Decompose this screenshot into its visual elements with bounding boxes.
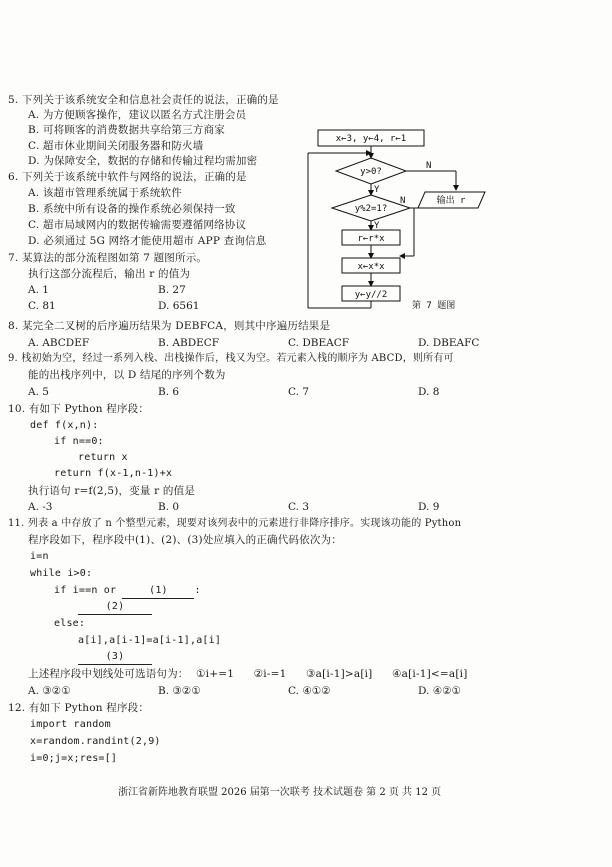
page-footer: 浙江省新阵地教育联盟 2026 届第一次联考 技术试题卷 第 2 页 共 12 页 <box>118 787 442 798</box>
q10-code-line: return f(x-1,n-1)+x <box>54 468 173 479</box>
q11-code-line: else: <box>54 618 86 629</box>
q8-stem: 8. 某完全二叉树的后序遍历结果为 DEBFCA，则其中序遍历结果是 <box>8 320 331 332</box>
flow-step3-text: y←y//2 <box>354 290 388 300</box>
q5-stem: 5. 下列关于该系统安全和信息社会责任的说法，正确的是 <box>8 94 279 106</box>
q7-option-b: B. 27 <box>158 284 186 296</box>
q10-option-c: C. 3 <box>288 501 310 513</box>
flow-cond2-no: N <box>400 196 406 206</box>
q8-option-c: C. DBEACF <box>288 337 350 349</box>
q6-option-c: C. 超市局域网内的数据传输需要遵循网络协议 <box>28 219 247 231</box>
q11-code-line: a[i],a[i-1]=a[i-1],a[i] <box>78 635 222 646</box>
q6-stem: 6. 下列关于该系统中软件与网络的说法，正确的是 <box>8 171 247 183</box>
q10-line2: 执行语句 r=f(2,5)，变量 r 的值是 <box>28 485 196 497</box>
flow-caption: 第 7 题图 <box>412 301 456 311</box>
q11-stem: 11. 列表 a 中存放了 n 个整型元素，现要对该列表中的元素进行非降序排序。实现该功能的 Python <box>8 518 462 529</box>
flow-cond2-text: y%2=1? <box>354 204 388 214</box>
q11-blank-3: (3) <box>78 650 152 665</box>
flow-step2-text: x←x*x <box>357 262 385 272</box>
flow-output-text: 输出 r <box>436 196 466 206</box>
q9-line2: 能的出栈序列中，以 D 结尾的序列个数为 <box>28 369 226 381</box>
q10-option-d: D. 9 <box>418 501 440 513</box>
q8-option-d: D. DBEAFC <box>418 337 480 349</box>
q9-stem: 9. 栈初始为空，经过一系列入栈、出栈操作后，栈又为空。若元素入栈的顺序为 ABCD，则所有可 <box>8 353 454 364</box>
q7-option-a: A. 1 <box>28 284 49 296</box>
q11-line2: 程序段如下，程序段中(1)、(2)、(3)处应填入的正确代码依次为： <box>28 534 342 546</box>
q11-option-c: C. ④①② <box>288 685 331 697</box>
q11-choice: ①i+=1 <box>196 668 235 680</box>
q11-choice: ③a[i-1]>a[i] <box>306 668 373 680</box>
flow-cond2-yes: Y <box>374 221 380 231</box>
q6-option-a: A. 该超市管理系统属于系统软件 <box>28 187 182 199</box>
q12-code-line: x=random.randint(2,9) <box>30 736 161 747</box>
q11-line3 <box>28 667 468 681</box>
q5-option-d: D. 为保障安全，数据的存储和传输过程均需加密 <box>28 155 258 167</box>
q9-option-d: D. 8 <box>418 386 440 398</box>
q11-choice: ④a[i-1]<=a[i] <box>392 668 468 680</box>
q11-option-b: B. ③②① <box>158 685 201 697</box>
q11-code-line: i=n <box>30 551 49 562</box>
flowchart-figure <box>300 118 600 318</box>
q9-option-b: B. 6 <box>158 386 180 398</box>
q7-stem: 7. 某算法的部分流程图如第 7 题图所示。 <box>8 252 208 264</box>
q11-blank-1: (1) <box>122 584 194 599</box>
q12-code-line: import random <box>30 719 111 730</box>
q6-option-b: B. 系统中所有设备的操作系统必须保持一致 <box>28 203 236 215</box>
q10-option-b: B. 0 <box>158 501 180 513</box>
q6-option-d: D. 必须通过 5G 网络才能使用超市 APP 查询信息 <box>28 235 267 247</box>
q11-option-d: D. ④②① <box>418 685 461 697</box>
q5-option-a: A. 为方便顾客操作，建议以匿名方式注册会员 <box>28 109 247 121</box>
q8-option-a: A. ABCDEF <box>28 337 90 349</box>
q8-option-b: B. ABDECF <box>158 337 220 349</box>
q7-option-d: D. 6561 <box>158 300 200 312</box>
q11-code-line <box>78 600 152 615</box>
flow-step1-text: r←r*x <box>357 234 385 244</box>
q11-code-line: while i>0: <box>30 568 93 579</box>
q5-option-c: C. 超市休业期间关闭服务器和防火墙 <box>28 140 204 152</box>
flow-cond1-yes: Y <box>374 185 380 195</box>
q11-code-line: if i==n or (1) : <box>54 584 201 599</box>
q11-choice: ②i-=1 <box>253 668 287 680</box>
q11-blank-2: (2) <box>78 600 152 615</box>
q7-option-c: C. 81 <box>28 300 56 312</box>
q11-code-text: if i==n or <box>54 585 117 596</box>
flow-cond1-no: N <box>426 161 432 171</box>
q11-choices-label: 上述程序段中划线处可选语句为： <box>28 668 189 680</box>
q12-code-line: i=0;j=x;res=[] <box>30 753 118 764</box>
q10-option-a: A. -3 <box>28 501 53 513</box>
q10-stem: 10. 有如下 Python 程序段： <box>8 403 150 415</box>
q12-stem: 12. 有如下 Python 程序段： <box>8 702 150 714</box>
q5-option-b: B. 可将顾客的消费数据共享给第三方商家 <box>28 124 225 136</box>
q10-code-line: return x <box>78 452 128 463</box>
flow-cond1-text: y>0? <box>360 167 382 177</box>
q10-code-line: def f(x,n): <box>30 420 99 431</box>
q9-option-c: C. 7 <box>288 386 310 398</box>
q11-code-line <box>78 650 152 665</box>
q11-option-a: A. ③②① <box>28 685 71 697</box>
q7-line2: 执行这部分流程后，输出 r 的值为 <box>28 268 191 280</box>
q9-option-a: A. 5 <box>28 386 49 398</box>
q10-code-line: if n==0: <box>54 436 104 447</box>
flow-init-text: x←3, y←4, r←1 <box>335 134 407 144</box>
